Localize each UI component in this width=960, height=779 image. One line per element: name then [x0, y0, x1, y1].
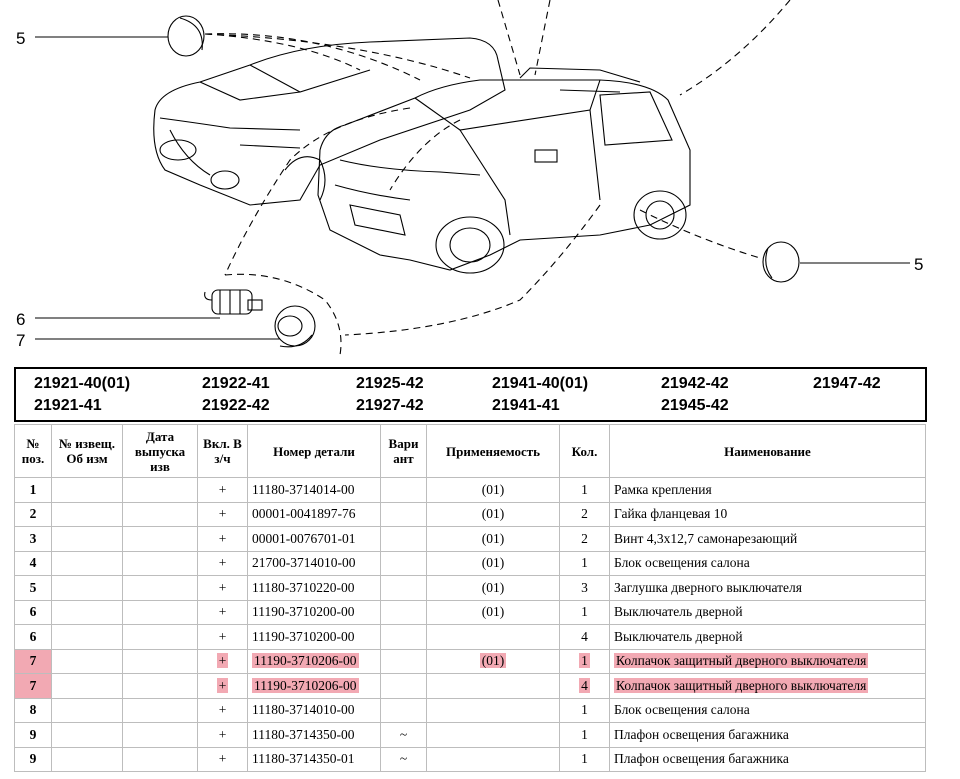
model-code: 21941-40(01) [492, 375, 589, 392]
cell-pos-text: 6 [29, 604, 37, 620]
cell-part-number-text: 21700-3714010-00 [252, 555, 356, 571]
table-row [15, 747, 926, 772]
cell-notice [52, 478, 123, 503]
cell-name-text: Винт 4,3х12,7 самонарезающий [614, 530, 798, 546]
parts-table [14, 424, 926, 772]
cell-pos [15, 600, 52, 625]
cell-name-text: Гайка фланцевая 10 [614, 506, 728, 522]
cell-pos [15, 698, 52, 723]
cell-part-number [248, 698, 381, 723]
header-notice: № извещ. Об изм [52, 425, 123, 478]
cell-name [610, 625, 926, 650]
model-code: 21925-42 [356, 375, 424, 392]
cell-notice [52, 698, 123, 723]
cell-incl-text: + [218, 751, 227, 767]
model-code: 21947-42 [813, 375, 881, 392]
cell-date [123, 747, 198, 772]
cell-qty [560, 747, 610, 772]
cell-applicability [427, 649, 560, 674]
cell-name-text: Колпачок защитный дверного выключателя [616, 677, 867, 693]
cell-part-number [248, 527, 381, 552]
cell-pos [15, 576, 52, 601]
cell-date [123, 600, 198, 625]
cell-qty-text: 1 [581, 653, 588, 669]
cell-notice [52, 527, 123, 552]
cell-notice [52, 625, 123, 650]
table-row [15, 551, 926, 576]
cell-date [123, 527, 198, 552]
cell-qty [560, 478, 610, 503]
cell-name [610, 527, 926, 552]
cell-name [610, 698, 926, 723]
cell-notice [52, 502, 123, 527]
cell-part-number [248, 625, 381, 650]
cell-name [610, 576, 926, 601]
cell-pos [15, 747, 52, 772]
header-part-number: Номер детали [248, 425, 381, 478]
cell-name [610, 723, 926, 748]
cell-incl [198, 747, 248, 772]
cell-incl [198, 502, 248, 527]
cell-variant [381, 600, 427, 625]
cell-incl [198, 723, 248, 748]
cell-pos [15, 723, 52, 748]
cell-part-number [248, 478, 381, 503]
model-applicability-box [14, 367, 927, 422]
cell-name-text: Колпачок защитный дверного выключателя [616, 653, 867, 669]
cell-part-number-text: 00001-0076701-01 [252, 530, 356, 546]
car-front-illustration [318, 68, 690, 273]
cell-qty-text: 3 [581, 579, 588, 595]
cell-pos [15, 551, 52, 576]
cell-applicability-text: (01) [481, 506, 505, 522]
cell-part-number [248, 576, 381, 601]
model-code: 21922-41 [202, 375, 270, 392]
cell-name [610, 478, 926, 503]
cell-notice [52, 747, 123, 772]
cell-pos [15, 502, 52, 527]
cell-qty [560, 625, 610, 650]
cell-pos-text: 5 [29, 579, 37, 595]
cell-part-number [248, 551, 381, 576]
cell-date [123, 674, 198, 699]
cell-date [123, 723, 198, 748]
cell-incl [198, 600, 248, 625]
cell-date [123, 625, 198, 650]
cell-pos [15, 674, 52, 699]
cell-qty [560, 723, 610, 748]
cell-pos [15, 649, 52, 674]
table-row [15, 502, 926, 527]
cell-part-number-text: 11190-3710200-00 [252, 604, 355, 620]
cell-name-text: Блок освещения салона [614, 555, 750, 571]
cell-qty-text: 1 [581, 702, 588, 718]
leader-dashed-lines [205, 0, 790, 355]
cell-name [610, 649, 926, 674]
cell-qty-text: 4 [581, 628, 588, 644]
cell-pos-text: 7 [29, 653, 37, 669]
cell-applicability [427, 625, 560, 650]
cell-variant [381, 698, 427, 723]
car-rear-illustration [154, 38, 505, 205]
cell-incl [198, 527, 248, 552]
cell-pos-text: 7 [29, 677, 37, 693]
cell-applicability-text: (01) [481, 579, 505, 595]
cell-variant [381, 551, 427, 576]
header-variant: Вари ант [381, 425, 427, 478]
cell-variant [381, 527, 427, 552]
cell-name [610, 747, 926, 772]
table-row [15, 478, 926, 503]
cell-incl-text: + [218, 481, 227, 497]
cell-notice [52, 551, 123, 576]
parts-illustration [0, 0, 960, 360]
cell-part-number-text: 11190-3710200-00 [252, 628, 355, 644]
cell-part-number-text: 11180-3714014-00 [252, 481, 355, 497]
cell-incl [198, 674, 248, 699]
cell-qty [560, 698, 610, 723]
cell-part-number-text: 11180-3714350-00 [252, 726, 355, 742]
cell-date [123, 478, 198, 503]
cell-qty-text: 1 [581, 555, 588, 571]
table-header-row [15, 425, 926, 478]
cell-name [610, 674, 926, 699]
cell-pos-text: 2 [29, 506, 37, 522]
cell-qty [560, 649, 610, 674]
cell-part-number [248, 747, 381, 772]
cell-name-text: Рамка крепления [614, 481, 712, 497]
cell-incl-text: + [218, 677, 227, 693]
cell-incl [198, 649, 248, 674]
cell-variant [381, 576, 427, 601]
door-switch-part-6 [205, 290, 262, 314]
cell-incl-text: + [218, 604, 227, 620]
model-code: 21921-40(01) [34, 375, 131, 392]
cell-part-number [248, 649, 381, 674]
cell-applicability-text: (01) [481, 604, 505, 620]
table-row [15, 600, 926, 625]
cell-incl-text: + [218, 506, 227, 522]
cell-applicability-text: (01) [481, 555, 505, 571]
callout-label-5-right: 5 [914, 255, 924, 274]
header-incl: Вкл. В з/ч [198, 425, 248, 478]
cell-qty [560, 600, 610, 625]
cell-pos-text: 9 [29, 726, 37, 742]
cell-applicability [427, 551, 560, 576]
cell-qty [560, 551, 610, 576]
model-code: 21922-42 [202, 397, 270, 414]
cell-notice [52, 674, 123, 699]
table-row [15, 527, 926, 552]
cell-part-number-text: 11190-3710206-00 [254, 677, 357, 693]
cell-pos [15, 625, 52, 650]
cell-name-text: Выключатель дверной [614, 604, 743, 620]
cell-applicability-text: (01) [481, 653, 505, 669]
cell-pos-text: 1 [29, 481, 37, 497]
cell-date [123, 698, 198, 723]
cell-qty-text: 1 [581, 481, 588, 497]
cell-applicability-text: (01) [481, 481, 505, 497]
cell-variant [381, 625, 427, 650]
cell-part-number [248, 723, 381, 748]
cell-applicability [427, 600, 560, 625]
cell-date [123, 502, 198, 527]
cell-name-text: Блок освещения салона [614, 702, 750, 718]
header-name: Наименование [610, 425, 926, 478]
cell-incl [198, 576, 248, 601]
cell-variant-text: ~ [399, 726, 408, 742]
model-code: 21945-42 [661, 397, 729, 414]
cell-pos [15, 527, 52, 552]
cell-variant [381, 502, 427, 527]
callout-label-6: 6 [16, 310, 26, 329]
table-row [15, 649, 926, 674]
cell-notice [52, 576, 123, 601]
plug-part-5-top [168, 16, 204, 56]
model-code: 21942-42 [661, 375, 729, 392]
cell-notice [52, 600, 123, 625]
cell-part-number-text: 11190-3710206-00 [254, 653, 357, 669]
cell-name-text: Заглушка дверного выключателя [614, 579, 802, 595]
cell-date [123, 551, 198, 576]
cell-name [610, 600, 926, 625]
table-row [15, 576, 926, 601]
cell-incl-text: + [218, 628, 227, 644]
cell-qty-text: 4 [581, 677, 588, 693]
model-code: 21941-41 [492, 397, 560, 414]
cell-incl [198, 478, 248, 503]
cell-name-text: Выключатель дверной [614, 628, 743, 644]
cell-pos-text: 8 [29, 702, 37, 718]
cell-variant [381, 649, 427, 674]
cell-pos-text: 6 [29, 628, 37, 644]
header-qty: Кол. [560, 425, 610, 478]
cell-pos-text: 4 [29, 555, 37, 571]
cell-pos-text: 9 [29, 751, 37, 767]
cell-incl-text: + [218, 726, 227, 742]
header-date: Дата выпуска изв [123, 425, 198, 478]
cell-date [123, 576, 198, 601]
callout-label-5-top: 5 [16, 29, 26, 48]
cell-qty-text: 1 [581, 726, 588, 742]
header-pos: № поз. [15, 425, 52, 478]
cell-incl-text: + [218, 579, 227, 595]
table-row [15, 698, 926, 723]
cell-variant [381, 478, 427, 503]
callout-label-7: 7 [16, 331, 26, 350]
cell-incl-text: + [218, 653, 227, 669]
cell-part-number-text: 11180-3714350-01 [252, 751, 355, 767]
parts-table-body [15, 478, 926, 772]
cell-applicability [427, 747, 560, 772]
cell-incl-text: + [218, 555, 227, 571]
cell-notice [52, 723, 123, 748]
cell-part-number-text: 11180-3710220-00 [252, 579, 355, 595]
header-applicability: Применяемость [427, 425, 560, 478]
model-code: 21921-41 [34, 397, 102, 414]
plug-part-5-right [763, 242, 799, 282]
cell-applicability [427, 478, 560, 503]
cell-incl [198, 551, 248, 576]
cell-qty [560, 502, 610, 527]
table-row [15, 625, 926, 650]
model-code: 21927-42 [356, 397, 424, 414]
cell-incl-text: + [218, 702, 227, 718]
cell-part-number-text: 00001-0041897-76 [252, 506, 356, 522]
cell-applicability [427, 723, 560, 748]
cell-qty-text: 2 [581, 506, 588, 522]
cell-applicability [427, 674, 560, 699]
cell-variant-text: ~ [399, 751, 408, 767]
cell-qty [560, 527, 610, 552]
cell-pos [15, 478, 52, 503]
cell-notice [52, 649, 123, 674]
protective-cap-part-7 [275, 306, 315, 347]
cell-qty-text: 2 [581, 530, 588, 546]
cell-incl [198, 625, 248, 650]
table-row [15, 723, 926, 748]
cell-pos-text: 3 [29, 530, 37, 546]
cell-qty [560, 674, 610, 699]
cell-name-text: Плафон освещения багажника [614, 726, 789, 742]
cell-name [610, 551, 926, 576]
cell-variant [381, 723, 427, 748]
cell-incl-text: + [218, 530, 227, 546]
cell-applicability [427, 576, 560, 601]
cell-applicability [427, 502, 560, 527]
cell-qty-text: 1 [581, 604, 588, 620]
cell-part-number [248, 502, 381, 527]
cell-qty-text: 1 [581, 751, 588, 767]
cell-date [123, 649, 198, 674]
cell-part-number-text: 11180-3714010-00 [252, 702, 355, 718]
cell-variant [381, 674, 427, 699]
cell-applicability [427, 698, 560, 723]
cell-incl [198, 698, 248, 723]
cell-applicability [427, 527, 560, 552]
cell-name [610, 502, 926, 527]
cell-name-text: Плафон освещения багажника [614, 751, 789, 767]
cell-part-number [248, 674, 381, 699]
cell-applicability-text: (01) [481, 530, 505, 546]
cell-qty [560, 576, 610, 601]
table-row [15, 674, 926, 699]
cell-part-number [248, 600, 381, 625]
cell-variant [381, 747, 427, 772]
